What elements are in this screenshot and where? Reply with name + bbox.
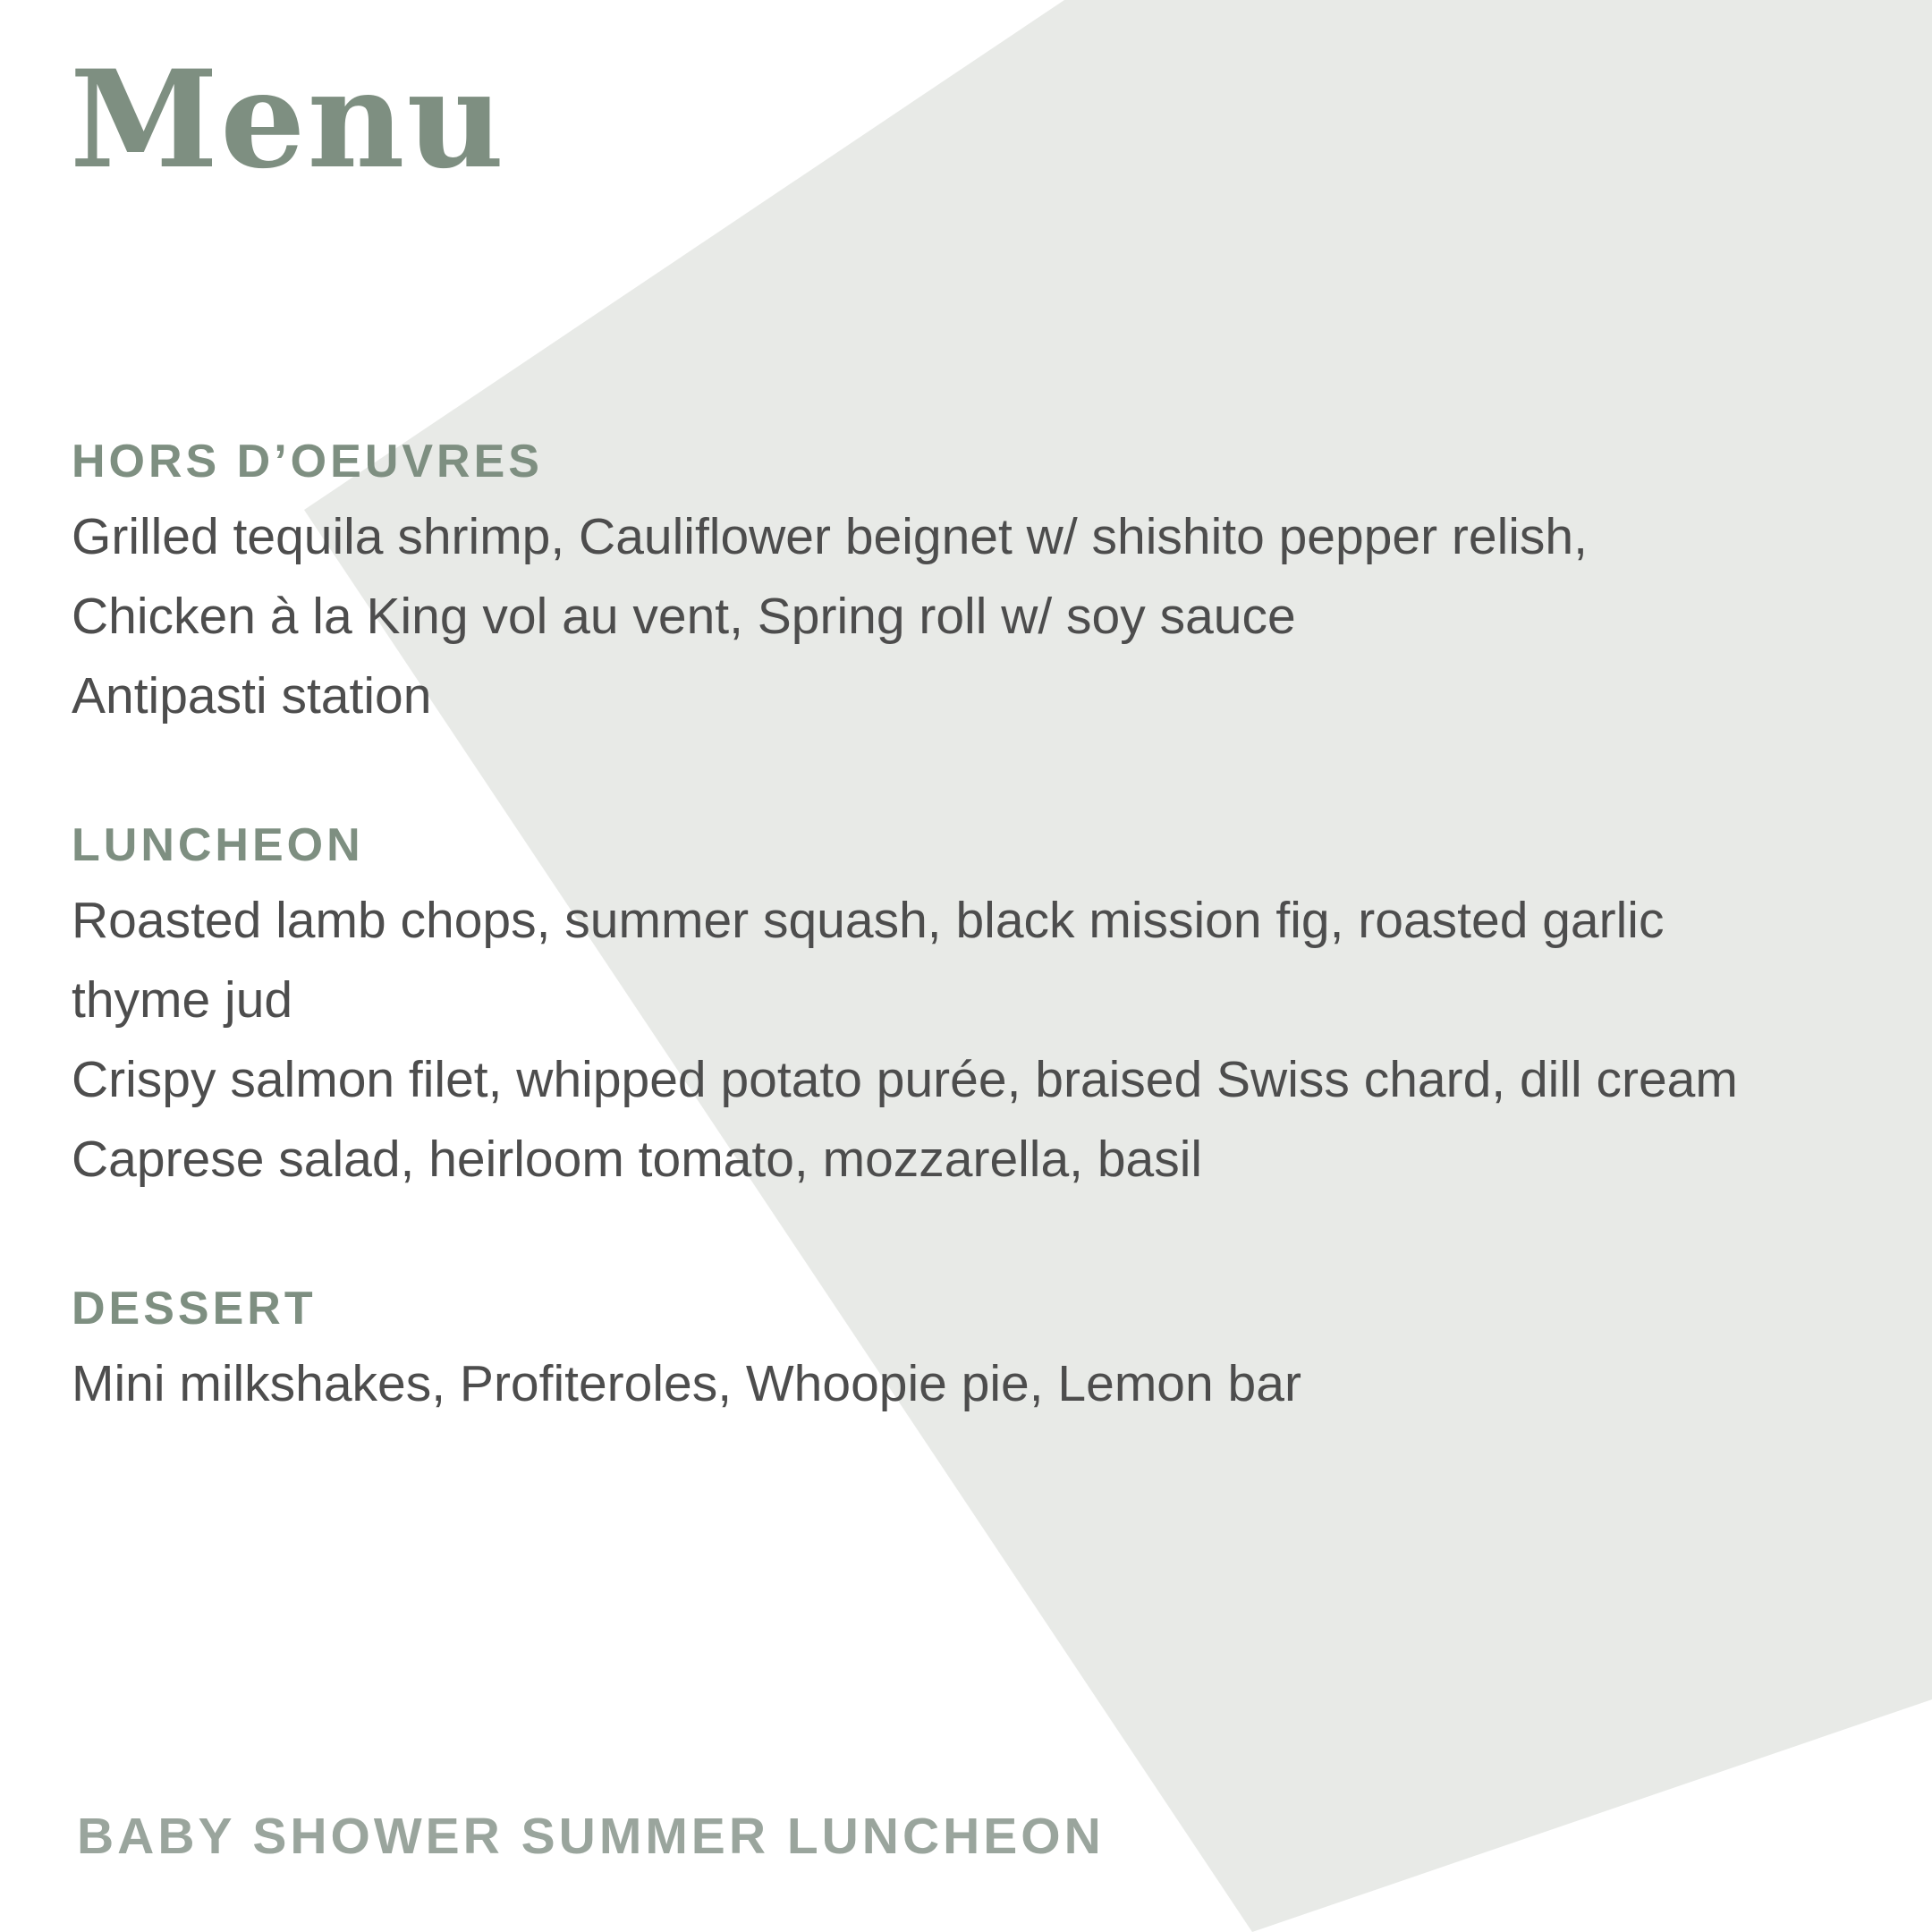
menu-item: Crispy salmon filet, whipped potato purée, braised Swiss chard, dill cream <box>72 1051 1738 1108</box>
menu-item: Grilled tequila shrimp, Cauliflower beignet w/ shishito pepper relish, Chicken à la King vol au vent, Spring roll w/ soy sauce <box>72 508 1588 645</box>
menu-sections <box>72 429 1789 1501</box>
section-heading: DESSERT <box>72 1283 317 1335</box>
section-dessert <box>72 1276 1789 1424</box>
menu-item: Antipasti station <box>72 667 432 724</box>
event-name-footer: BABY SHOWER SUMMER LUNCHEON <box>77 1808 1105 1865</box>
section-luncheon <box>72 813 1789 1199</box>
menu-item: Mini milkshakes, Profiteroles, Whoopie pie, Lemon bar <box>72 1355 1301 1412</box>
section-hors-doeuvres <box>72 429 1789 736</box>
section-heading: HORS D’OEUVRES <box>72 436 543 487</box>
section-heading: LUNCHEON <box>72 819 364 871</box>
menu-item: Caprese salad, heirloom tomato, mozzarella, basil <box>72 1131 1203 1188</box>
menu-item: Roasted lamb chops, summer squash, black mission fig, roasted garlic thyme jud <box>72 892 1665 1029</box>
menu-title: Menu <box>70 41 506 199</box>
